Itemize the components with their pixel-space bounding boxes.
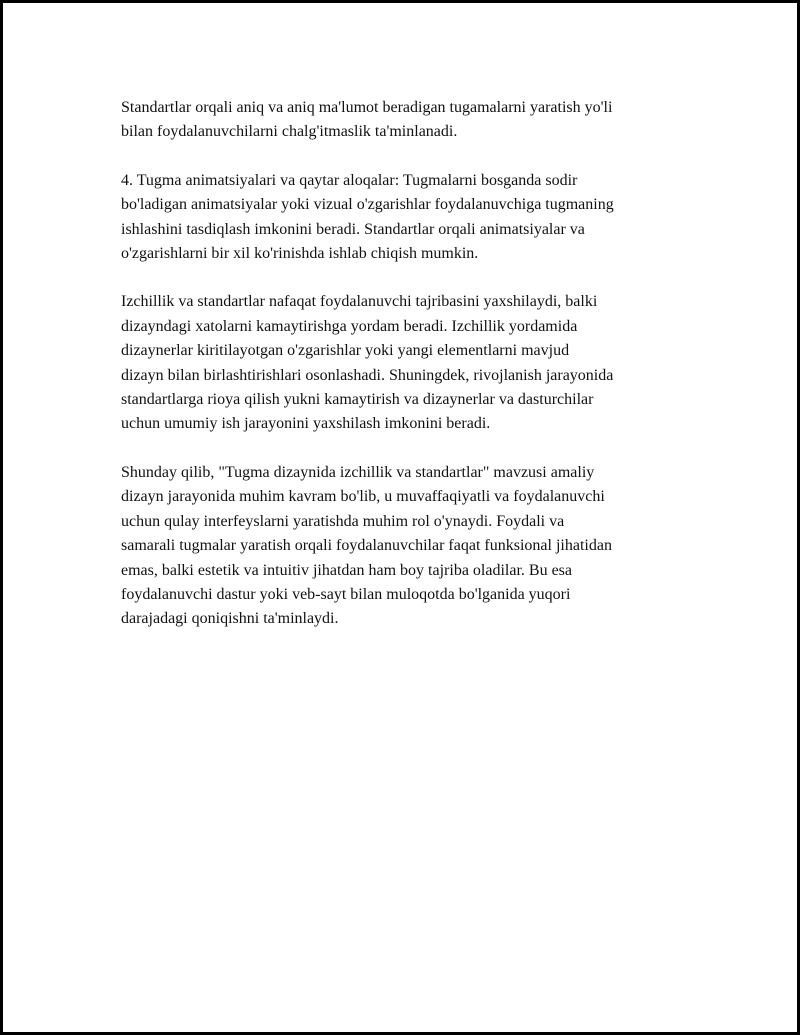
document-body <box>121 96 701 656</box>
paragraph-4 <box>121 461 701 632</box>
paragraph-2 <box>121 169 701 267</box>
text-line: ishlashini tasdiqlash imkonini beradi. Standartlar orqali animatsiyalar va <box>121 220 585 238</box>
text-line: bo'ladigan animatsiyalar yoki vizual o'zgarishlar foydalanuvchiga tugmaning <box>121 196 614 214</box>
text-line: uchun umumiy ish jarayonini yaxshilash imkonini beradi. <box>121 415 491 433</box>
text-line: samarali tugmalar yaratish orqali foydalanuvchilar faqat funksional jihatidan <box>121 537 612 555</box>
text-line: bilan foydalanuvchilarni chalg'itmaslik ta'minlanadi. <box>121 123 458 141</box>
text-line: foydalanuvchi dastur yoki veb-sayt bilan muloqotda bo'lganida yuqori <box>121 585 571 603</box>
text-line: o'zgarishlarni bir xil ko'rinishda ishlab chiqish mumkin. <box>121 245 479 263</box>
text-line: standartlarga rioya qilish yukni kamaytirish va dizaynerlar va dasturchilar <box>121 391 594 409</box>
paragraph-1 <box>121 96 701 145</box>
text-line: Shunday qilib, "Tugma dizaynida izchillik va standartlar" mavzusi amaliy <box>121 463 595 481</box>
paragraph-3 <box>121 290 701 436</box>
text-line: Standartlar orqali aniq va aniq ma'lumot beradigan tugamalarni yaratish yo'li <box>121 99 613 116</box>
text-line: dizayn jarayonida muhim kavram bo'lib, u muvaffaqiyatli va foydalanuvchi <box>121 488 605 506</box>
text-line: uchun qulay interfeyslarni yaratishda muhim rol o'ynaydi. Foydali va <box>121 512 565 530</box>
text-line: dizayndagi xatolarni kamaytirishga yordam beradi. Izchillik yordamida <box>121 317 578 335</box>
text-line: 4. Tugma animatsiyalari va qaytar aloqalar: Tugmalarni bosganda sodir <box>121 171 578 189</box>
text-line: Izchillik va standartlar nafaqat foydalanuvchi tajribasini yaxshilaydi, balki <box>121 293 598 311</box>
text-line: dizaynerlar kiritilayotgan o'zgarishlar yoki yangi elementlarni mavjud <box>121 342 570 360</box>
text-line: emas, balki estetik va intuitiv jihatdan ham boy tajriba oladilar. Bu esa <box>121 561 572 579</box>
text-line: dizayn bilan birlashtirishlari osonlashadi. Shuningdek, rivojlanish jarayonida <box>121 366 614 384</box>
text-line: darajadagi qoniqishni ta'minlaydi. <box>121 610 339 628</box>
